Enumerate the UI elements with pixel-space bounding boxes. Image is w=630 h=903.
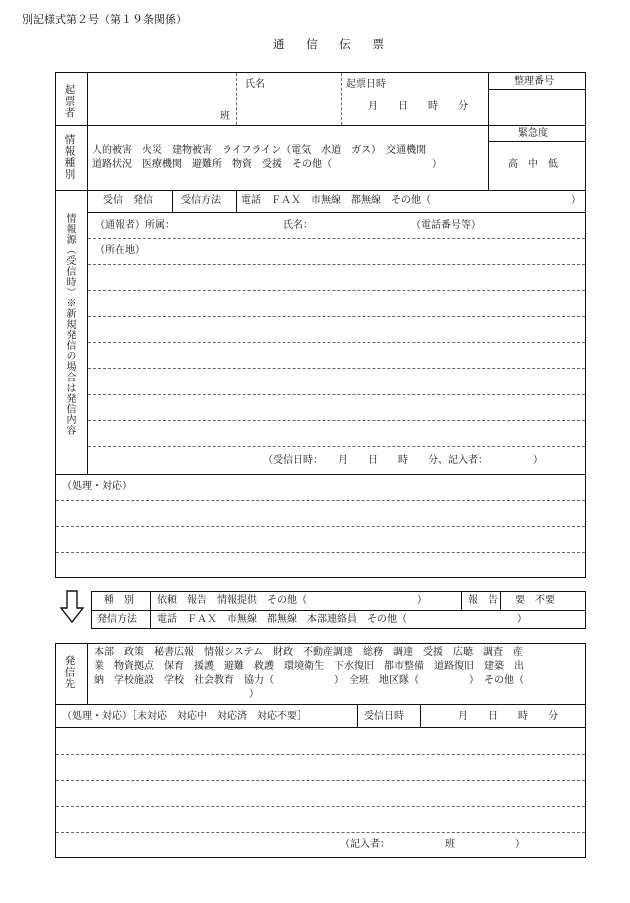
reporter-name: 氏名： [283,220,313,231]
seiri-divider [489,89,585,90]
row-divider-1 [56,125,585,126]
dotted-line [56,780,585,781]
source-label: 情報源（受信時）※新規発信の場合は発信内容 [64,213,75,436]
dotted-line [88,238,585,239]
recv-datetime-divider-1 [357,704,358,727]
recv-method-options: 電話 ＦＡＸ 市無線 都無線 その他（ ） [241,195,581,206]
dotted-line [88,264,585,265]
report-divider-2 [500,592,501,610]
seiri-label: 整理番号 [514,76,554,87]
method-divider-1 [172,190,173,212]
name-label: 氏名 [245,79,265,90]
dotted-line [88,316,585,317]
destination-line3: 納 学校施設 学校 社会教育 協力（ ） 全班 地区隊（ ） その他（ [94,675,524,686]
datetime-label: 起票日時 [346,79,386,90]
recv-datetime-divider-2 [420,704,421,727]
send-method-options: 電話 ＦＡＸ 市無線 都無線 本部連絡員 その他（ ） [157,614,527,625]
lower-processing-label: （処理・対応）［未対応 対応中 対応済 対応不要］ [62,711,307,722]
destination-line4: ） [249,689,259,700]
report-label: 報 告 [468,595,498,606]
dotted-line [56,552,585,553]
dotted-line [88,290,585,291]
datetime-units: 月 日 時 分 [368,101,468,112]
writer-line: （記入者： 班 ） [340,839,525,850]
reporter-affiliation: （通報者）所属： [95,220,175,231]
destination-divider [87,644,88,704]
dotted-line [56,832,585,833]
dotted-line [56,754,585,755]
recv-datetime-label: 受信日時 [364,711,404,722]
destination-bottom-line [56,704,585,705]
destination-line1: 本部 政策 秘書広報 情報システム 財政 不動産調達 総務 調達 受援 広聴 調査 産 [94,647,523,658]
team-label: 班 [220,111,230,122]
dotted-line [56,500,585,501]
info-type-line1: 人的被害 火災 建物被害 ライフライン（電気 水道 ガス） 交通機関 [92,145,427,156]
recv-datetime-units: 月 日 時 分 [458,711,558,722]
method-row-line [88,212,585,213]
transfer-row-line [92,610,585,611]
recv-send: 受信 発信 [103,195,153,206]
method-divider-2 [236,190,237,212]
reporter-phone: （電話番号等） [411,220,481,231]
datetime-divider [341,73,342,125]
dotted-line [88,420,585,421]
source-footer: （受信日時： 月 日 時 分、記入者： ） [263,455,543,466]
originator-label: 起票者 [63,84,76,119]
info-type-line2: 道路状況 医療機関 避難所 物資 受援 その他（ ） [92,159,442,170]
row-divider-3 [56,474,585,475]
info-type-label: 情報種別 [63,134,76,180]
transfer-type-label: 種 別 [104,595,134,606]
destination-line2: 業 物資拠点 保育 援護 避難 救護 環境衛生 下水復旧 都市整備 道路復旧 建築 出 [94,661,524,672]
dotted-line [88,446,585,447]
destination-label: 発信先 [63,655,76,690]
urgency-label: 緊急度 [518,128,548,139]
name-divider [236,73,237,125]
recv-method-label: 受信方法 [181,195,221,206]
send-method-label: 発信方法 [97,614,137,625]
down-arrow-icon [60,590,84,624]
dotted-line [56,526,585,527]
left-column-divider [87,73,88,474]
dotted-line [88,368,585,369]
lower-header-line [56,727,585,728]
dotted-line [56,806,585,807]
page-title: 通 信 伝 票 [273,37,393,51]
right-column-divider [488,73,489,190]
dotted-line [88,342,585,343]
processing-label: （処理・対応） [62,481,132,492]
transfer-label-divider [150,592,151,628]
row-divider-2 [56,190,585,191]
urgency-divider [489,141,585,142]
location-label: （所在地） [95,245,145,256]
form-reference: 別記様式第２号（第１９条関係） [22,13,187,26]
report-options: 要 不要 [515,595,555,606]
urgency-values: 高 中 低 [508,159,558,170]
dotted-line [88,394,585,395]
report-divider-1 [461,592,462,610]
transfer-type-options: 依頼 報告 情報提供 その他（ ） [157,595,427,606]
